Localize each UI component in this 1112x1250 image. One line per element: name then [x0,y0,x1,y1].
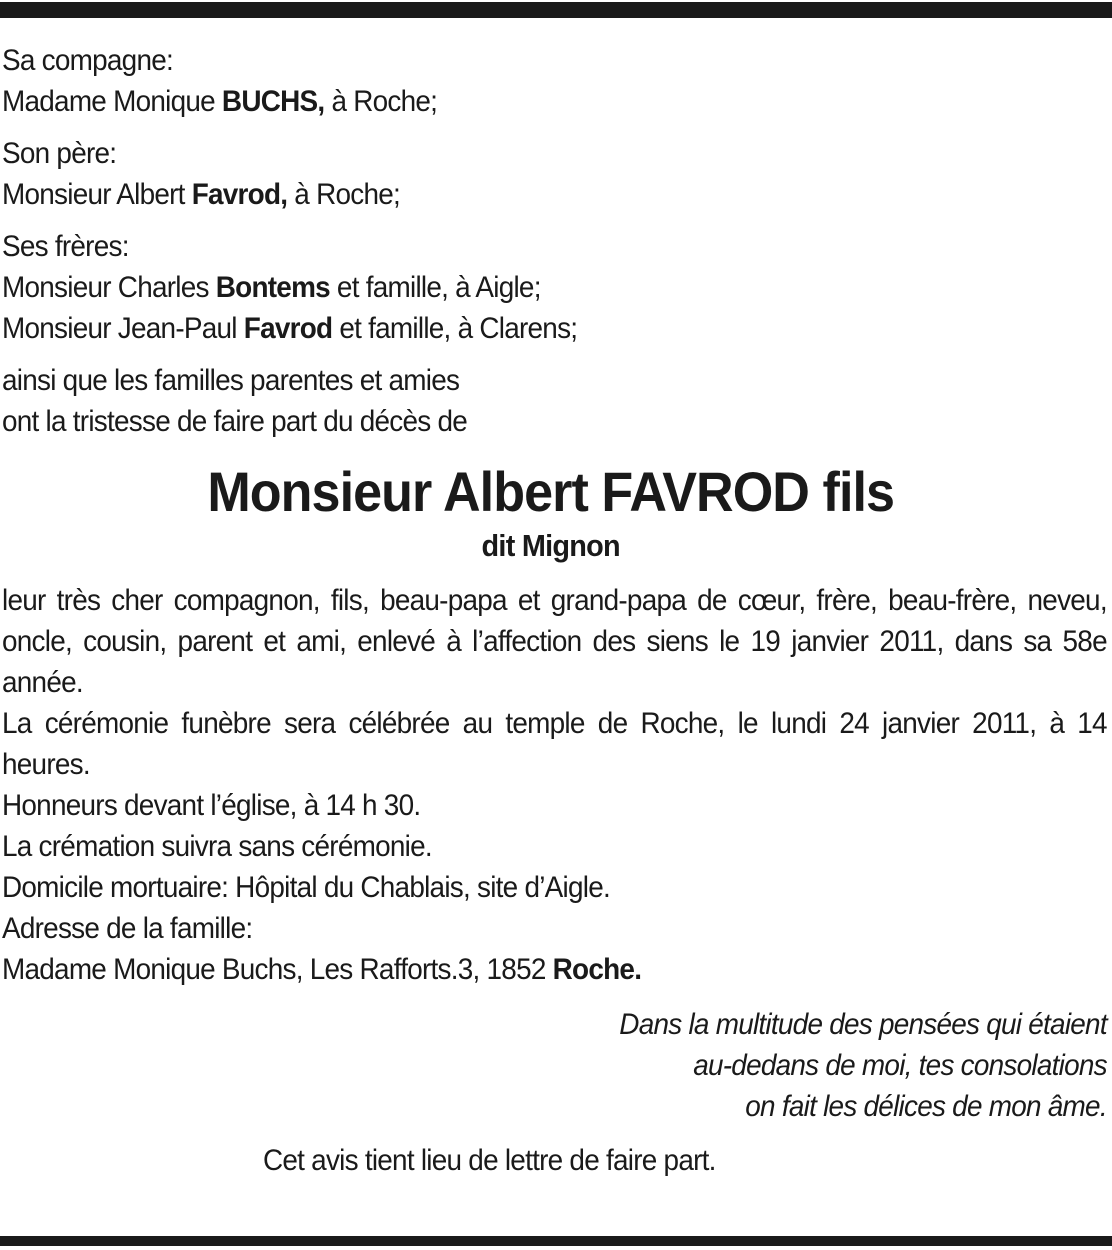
brother-prefix: Monsieur Jean-Paul [2,312,237,345]
brother-suffix: et famille, à Aigle; [336,271,541,304]
quote-line: au-dedans de moi, tes consolations [693,1049,1107,1082]
intro-text [2,360,1031,442]
father-name: Favrod, [191,178,288,211]
address-heading: Adresse de la famille: [2,912,253,945]
deceased-nickname: dit Mignon [481,528,620,563]
address-prefix: Madame Monique Buchs, Les Rafforts.3, 1852 [2,953,546,986]
details-block [2,580,1107,990]
companion-heading: Sa compagne: [2,44,174,77]
top-rule [0,2,1112,18]
companion-name: BUCHS, [221,85,325,118]
address-line [2,949,1107,990]
cremation-text: La crémation suivra sans cérémonie. [2,830,432,863]
quote-line: Dans la multitude des pensées qui étaient [619,1008,1107,1041]
intro-line: ont la tristesse de faire part du décès de [2,405,468,438]
companion-suffix: à Roche; [331,85,438,118]
brothers-block [2,226,1031,349]
brother-name: Favrod [243,312,333,345]
quote-line: on fait les délices de mon âme. [745,1090,1107,1123]
father-block [2,133,1031,215]
companion-prefix: Madame Monique [2,85,215,118]
obituary-notice [2,40,1107,1181]
bible-quote [2,1004,1107,1127]
brother-suffix: et famille, à Clarens; [339,312,578,345]
companion-block [2,40,1031,122]
deceased-name: Monsieur Albert FAVROD fils [207,460,895,523]
father-prefix: Monsieur Albert [2,178,185,211]
domicile-text: Domicile mortuaire: Hôpital du Chablais, site d’Aigle. [2,871,611,904]
brothers-heading: Ses frères: [2,230,129,263]
brother-name: Bontems [215,271,330,304]
tribute-text: leur très cher compagnon, fils, beau-papa et grand-papa de cœur, frère, beau-frère, neveu, oncle, cousin, parent et ami, enlevé à l’affection des siens le 19 janvier 2011, dans sa 58e année. [2,584,1107,699]
intro-line: ainsi que les familles parentes et amies [2,364,460,397]
ceremony-text: La cérémonie funèbre sera célébrée au temple de Roche, le lundi 24 janvier 2011, à 14 heures. [2,707,1107,781]
bottom-rule [0,1236,1112,1246]
honours-text: Honneurs devant l’église, à 14 h 30. [2,789,421,822]
footer-note: Cet avis tient lieu de lettre de faire part. [262,1144,716,1177]
address-city: Roche. [552,953,642,986]
father-heading: Son père: [2,137,117,170]
father-suffix: à Roche; [294,178,401,211]
brother-prefix: Monsieur Charles [2,271,209,304]
